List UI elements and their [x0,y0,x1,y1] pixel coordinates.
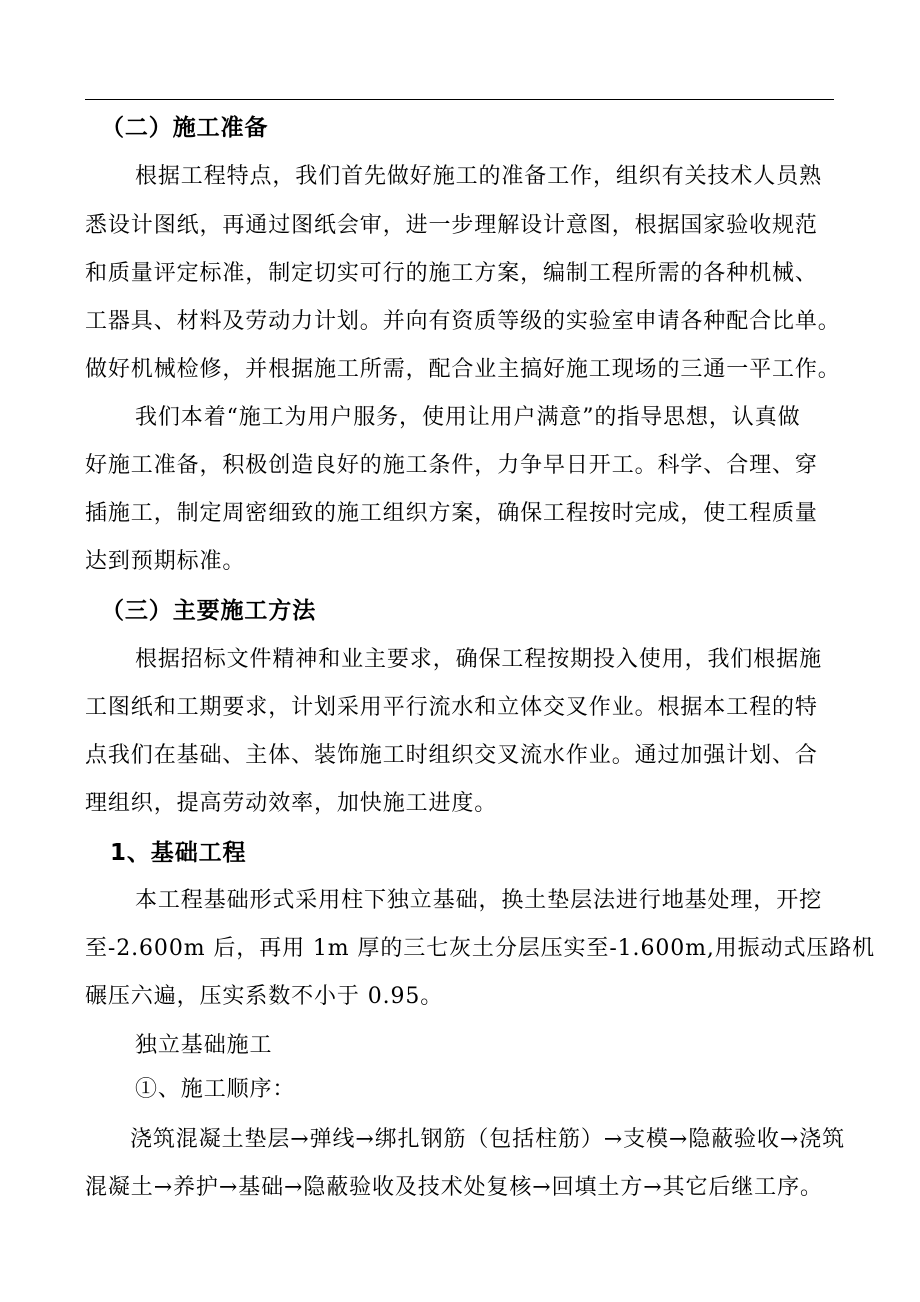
paragraph-line: 好施工准备，积极创造良好的施工条件，力争早日开工。科学、合理、穿 [85,453,818,478]
paragraph-line: 做好机械检修，并根据施工所需，配合业主搞好施工现场的三通一平工作。 [85,357,841,382]
paragraph-line: 碾压六遍，压实系数不小于 0.95。 [85,984,444,1009]
sequence-line: 混凝土→养护→基础→隐蔽验收及技术处复核→回填土方→其它后继工序。 [85,1175,823,1200]
paragraph-line: 至-2.600m 后，再用 1m 厚的三七灰土分层压实至-1.600m,用振动式压路机 [85,936,876,961]
section-heading-preparation: （二）施工准备 [101,115,269,141]
subheading-isolated-foundation: 独立基础施工 [135,1033,273,1058]
paragraph-line: 理组织，提高劳动效率，加快施工进度。 [85,791,498,816]
paragraph-line: 工器具、材料及劳动力计划。并向有资质等级的实验室申请各种配合比单。 [85,309,841,334]
paragraph-line: 根据工程特点，我们首先做好施工的准备工作，组织有关技术人员熟 [135,164,823,189]
paragraph-line: 本工程基础形式采用柱下独立基础，换土垫层法进行地基处理，开挖 [135,888,823,913]
section-heading-methods: （三）主要施工方法 [101,598,317,624]
sequence-line: 浇筑混凝土垫层→弹线→绑扎钢筋（包括柱筋）→支模→隐蔽验收→浇筑 [130,1127,845,1152]
header-rule [85,99,834,100]
paragraph-line: 和质量评定标准，制定切实可行的施工方案，编制工程所需的各种机械、 [85,261,818,286]
paragraph-line: 我们本着“施工为用户服务，使用让用户满意”的指导思想，认真做 [135,405,801,430]
section-heading-foundation: 1、基础工程 [110,840,247,866]
paragraph-line: 根据招标文件精神和业主要求，确保工程按期投入使用，我们根据施 [135,647,823,672]
paragraph-line: 达到预期标准。 [85,549,246,574]
paragraph-line: 点我们在基础、主体、装饰施工时组织交叉流水作业。通过加强计划、合 [85,743,818,768]
paragraph-line: 工图纸和工期要求，计划采用平行流水和立体交叉作业。根据本工程的特 [85,695,818,720]
step-label-construction-sequence: ①、施工顺序： [135,1077,296,1102]
paragraph-line: 插施工，制定周密细致的施工组织方案，确保工程按时完成，使工程质量 [85,501,818,526]
paragraph-line: 悉设计图纸，再通过图纸会审，进一步理解设计意图，根据国家验收规范 [85,213,818,238]
